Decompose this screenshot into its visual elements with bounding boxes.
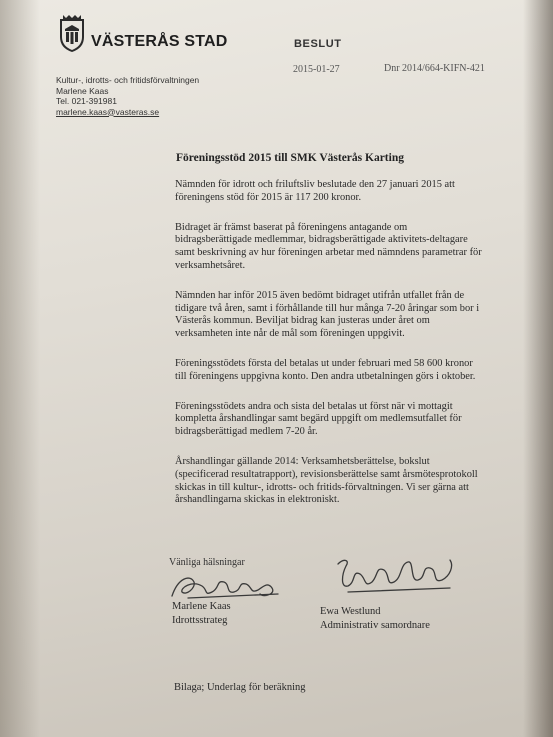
sender-name: Marlene Kaas bbox=[56, 85, 109, 96]
signatory-name: Ewa Westlund bbox=[320, 606, 381, 617]
signatory-2 bbox=[320, 605, 430, 633]
paragraph: Årshandlingar gällande 2014: Verksamhetsberättelse, bokslut (specificerad resultatrapport), revisionsberättelse samt årsmötesprotokoll skickas in till kultur-, idrotts- och fritids-förvaltningen. Vi ser gärna att årshandlingarna skickas in elektroniskt. bbox=[175, 455, 478, 506]
attachment-note: Bilaga; Underlag för beräkning bbox=[174, 682, 306, 693]
reference-number: Dnr 2014/664-KIFN-421 bbox=[384, 63, 485, 74]
signatory-name: Marlene Kaas bbox=[172, 601, 231, 612]
page-shadow-left bbox=[0, 0, 40, 737]
document-type: BESLUT bbox=[294, 38, 342, 50]
closing-greeting: Vänliga hälsningar bbox=[169, 557, 245, 568]
letter-body bbox=[175, 179, 485, 524]
paragraph: Föreningsstödets andra och sista del betalas ut först när vi mottagit kompletta årshandlingar samt begärd uppgift om medlemsutfallet för bidragsberättigad medlem 7-20 år. bbox=[175, 400, 462, 438]
sender-email-link[interactable]: marlene.kaas@vasteras.se bbox=[56, 106, 160, 117]
vasteras-crest-icon bbox=[57, 15, 87, 53]
signatory-title: Administrativ samordnare bbox=[320, 620, 430, 631]
decision-date: 2015-01-27 bbox=[293, 64, 340, 75]
paragraph: Nämnden för idrott och friluftsliv beslutade den 27 januari 2015 att föreningens stöd för 2015 är 117 200 kronor. bbox=[175, 179, 455, 203]
page-shadow-right bbox=[523, 0, 553, 737]
paragraph: Bidraget är främst baserat på föreningens antagande om bidragsberättigade medlemmar, bidragsberättigade aktivitets-deltagare samt beskrivning av hur föreningen arbetar med nämndens parametrar för verksamhetsåret. bbox=[175, 221, 482, 271]
signature-ewa-westlund bbox=[330, 552, 460, 602]
signature-marlene-kaas bbox=[168, 568, 288, 604]
signatory-1 bbox=[172, 600, 231, 628]
letter-subject: Föreningsstöd 2015 till SMK Västerås Karting bbox=[176, 152, 404, 164]
sender-phone: Tel. 021-391981 bbox=[56, 96, 117, 106]
org-name: VÄSTERÅS STAD bbox=[91, 33, 228, 50]
sender-block bbox=[56, 75, 199, 117]
sender-department: Kultur-, idrotts- och fritidsförvaltningen bbox=[56, 75, 200, 85]
paragraph: Föreningsstödets första del betalas ut under februari med 58 600 kronor till föreningens uppgivna konto. Den andra utbetalningen görs i oktober. bbox=[175, 357, 476, 382]
paragraph: Nämnden har inför 2015 även bedömt bidraget utifrån utfallet från de tidigare två åren, samt i förhållande till hur många 7-20 åringar som bor i Västerås kommun. Beviljat bidrag kan justeras under året om verksamheten inte når de mål som föreningen uppgivit. bbox=[175, 289, 480, 340]
signatory-title: Idrottsstrateg bbox=[172, 615, 228, 626]
